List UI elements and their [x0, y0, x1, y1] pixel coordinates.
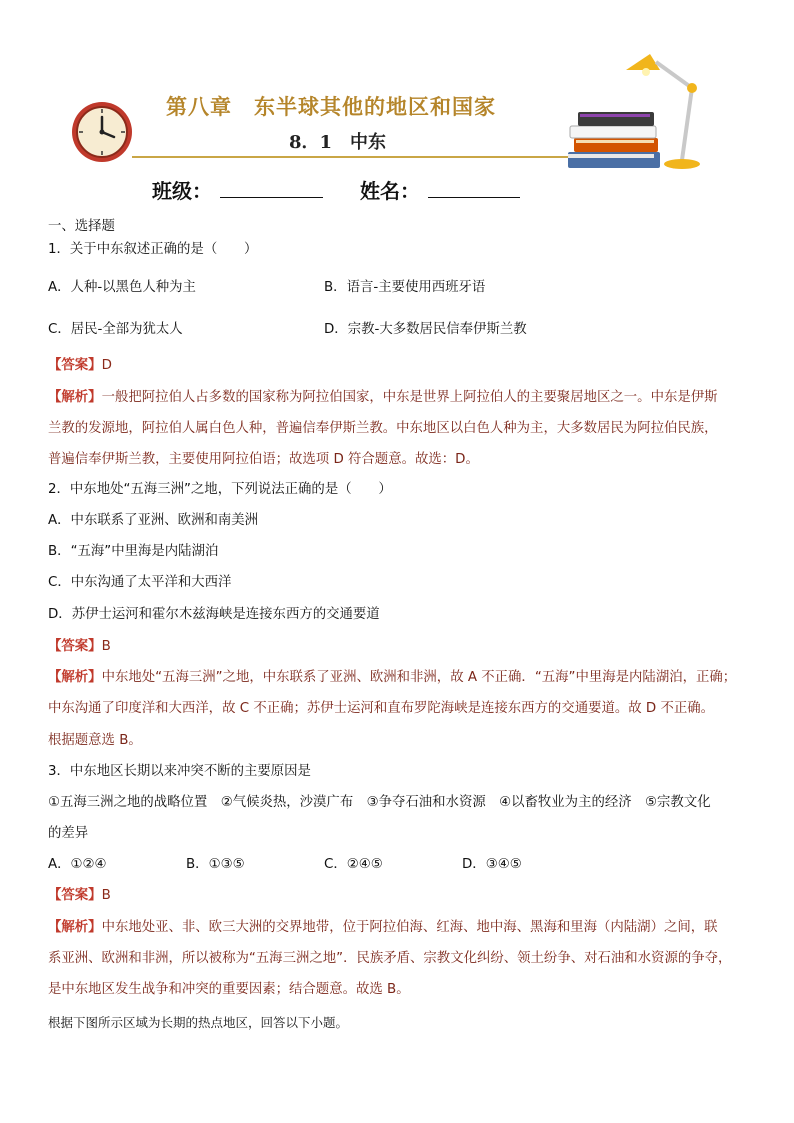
- q2-stem: 2．中东地处“五海三洲”之地，下列说法正确的是（ ）: [48, 482, 392, 497]
- title-rule: [132, 156, 572, 158]
- q2-explanation-line-3: 根据题意选 B。: [48, 733, 142, 748]
- closing-note: 根据下图所示区域为长期的热点地区，回答以下小题。: [48, 1015, 349, 1030]
- name-blank[interactable]: [428, 197, 520, 198]
- q1-option-a: A．人种-以黑色人种为主: [48, 280, 196, 295]
- chapter-title: 第八章 东半球其他的地区和国家: [166, 94, 496, 119]
- q1-answer: [48, 356, 112, 376]
- explanation-tag: 【解析】: [48, 390, 102, 405]
- q2-option-d: D．苏伊士运河和霍尔木兹海峡是连接东西方的交通要道: [48, 607, 380, 622]
- explanation-text: 中东地处亚、非、欧三大洲的交界地带，位于阿拉伯海、红海、地中海、黑海和里海（内陆湖）之间，联: [101, 920, 718, 935]
- answer-value: D: [101, 358, 112, 373]
- name-label: 姓名：: [360, 179, 420, 203]
- q1-explanation-line-3: 普遍信奉伊斯兰教，主要使用阿拉伯语；故选项 D 符合题意。故选：D。: [48, 452, 479, 467]
- answer-tag: 【答案】: [48, 888, 102, 903]
- q1-option-d: D．宗教-大多数居民信奉伊斯兰教: [324, 322, 527, 337]
- q2-option-a: A．中东联系了亚洲、欧洲和南美洲: [48, 513, 259, 528]
- section-title: 8．1 中东: [289, 132, 387, 153]
- q3-stem: 3．中东地区长期以来冲突不断的主要原因是: [48, 764, 311, 779]
- answer-value: B: [101, 888, 111, 903]
- q2-explanation-line-2: 中东沟通了印度洋和大西洋，故 C 不正确；苏伊士运河和直布罗陀海峡是连接东西方的交通要道。故 D 不正确。: [48, 701, 715, 716]
- class-blank[interactable]: [220, 197, 323, 198]
- q1-option-b: B．语言-主要使用西班牙语: [324, 280, 486, 295]
- clock-icon: [70, 100, 134, 164]
- q3-option-d: D．③④⑤: [462, 857, 522, 872]
- q3-explanation-line-1: [48, 918, 718, 938]
- q3-option-a: A．①②④: [48, 857, 107, 872]
- q1-option-c: C．居民-全部为犹太人: [48, 322, 183, 337]
- q1-stem: 1．关于中东叙述正确的是（ ）: [48, 242, 258, 257]
- q3-items-line-2: 的差异: [48, 826, 89, 841]
- q1-explanation-line-2: 兰教的发源地，阿拉伯人属白色人种，普遍信奉伊斯兰教。中东地区以白色人种为主，大多数居民为阿拉伯民族，: [48, 421, 718, 436]
- class-label: 班级：: [152, 179, 212, 203]
- q2-explanation-line-1: [48, 668, 736, 688]
- q3-option-b: B．①③⑤: [186, 857, 245, 872]
- q3-explanation-line-2: 系亚洲、欧洲和非洲，所以被称为“五海三洲之地”．民族矛盾、宗教文化纠纷、领土纷争、对石油和水资源的争夺，: [48, 951, 732, 966]
- q2-answer: [48, 637, 111, 657]
- q3-items-line-1: ①五海三洲之地的战略位置 ②气候炎热，沙漠广布 ③争夺石油和水资源 ④以畜牧业为主的经济 ⑤宗教文化: [48, 795, 711, 810]
- explanation-tag: 【解析】: [48, 920, 102, 935]
- desk-lamp-icon: [620, 48, 710, 170]
- answer-tag: 【答案】: [48, 639, 102, 654]
- q2-option-b: B．“五海”中里海是内陆湖泊: [48, 544, 219, 559]
- q1-explanation-line-1: [48, 388, 718, 408]
- q3-explanation-line-3: 是中东地区发生战争和冲突的重要因素；结合题意。故选 B。: [48, 982, 410, 997]
- page-header: [0, 0, 794, 215]
- q3-option-c: C．②④⑤: [324, 857, 383, 872]
- explanation-tag: 【解析】: [48, 670, 102, 685]
- answer-tag: 【答案】: [48, 358, 102, 373]
- q3-answer: [48, 886, 111, 906]
- section-heading: 一、选择题: [48, 219, 115, 234]
- explanation-text: 一般把阿拉伯人占多数的国家称为阿拉伯国家，中东是世界上阿拉伯人的主要聚居地区之一。中东是伊斯: [101, 390, 718, 405]
- q2-option-c: C．中东沟通了太平洋和大西洋: [48, 575, 232, 590]
- explanation-text: 中东地处“五海三洲”之地，中东联系了亚洲、欧洲和非洲，故 A 不正确．“五海”中里海是内陆湖泊，正确；: [101, 670, 737, 685]
- answer-value: B: [101, 639, 111, 654]
